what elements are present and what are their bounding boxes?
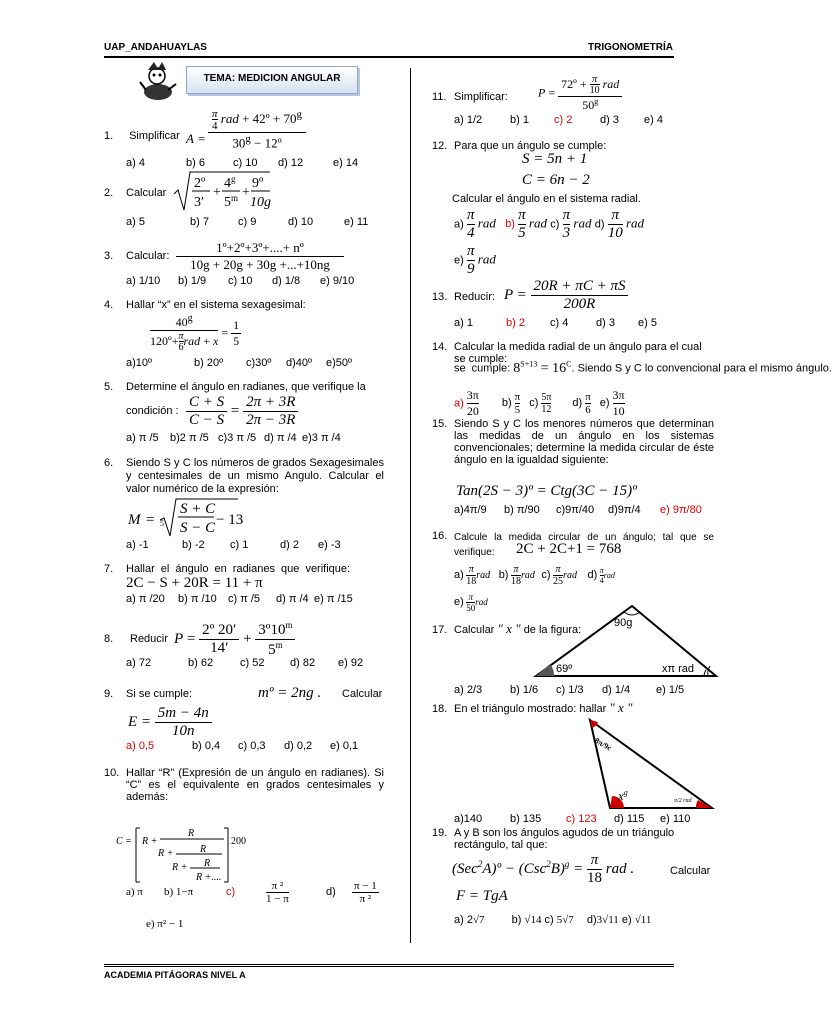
q7-text: Hallar el ángulo en radianes que verifique: [126,563,351,575]
q4-opt-e[interactable]: e)50º [326,357,353,369]
header-rule [104,56,674,58]
q13-options [454,317,657,329]
q2-opt-c[interactable]: c) 9 [238,216,257,228]
q9 [104,688,192,700]
svg-text:R: R [188,828,195,839]
q10-number: 10. [104,767,120,779]
q12-number: 12. [432,140,448,152]
q18-text: En el triángulo mostrado: hallar [454,703,607,715]
q16-number: 16. [432,530,448,542]
q5-text: Determine el ángulo en radianes, que verifique la [126,381,366,393]
q17-text: Calcular [454,624,495,636]
q8-options [126,657,363,669]
q11-opt-c[interactable]: c) 2 [554,114,573,126]
q12-opt-d[interactable]: d) [594,218,605,231]
q4-options [126,357,352,369]
q17-number: 17. [432,624,448,636]
q15-options [454,504,702,516]
footer-text: ACADEMIA PITÁGORAS NIVEL A [104,970,246,980]
q5-formula: $\frac{C + S}{C - S}$ = $\frac{2\pi + 3R}{2\pi - 3R}$ [186,394,298,429]
q14-line2: se cumple: $8^{S+13} = 16^C$. Siendo S y C lo convencional para el mismo ángulo. [454,359,832,376]
q16-equation: 2C + 2C+1 = 768 [516,541,622,557]
q12-text: Para que un ángulo se cumple: [454,140,607,152]
q4 [104,299,306,311]
q12-opt-e[interactable]: e) [454,254,464,267]
q18-opt-c[interactable]: c) 123 [566,813,597,825]
q19-options: a) 2√7 b) √14 c) 5√7 d)3√11 e) √11 [454,914,652,926]
q9-opt-a[interactable]: a) 0,5 [126,740,155,752]
svg-text:200: 200 [231,836,246,847]
q17-opt-a[interactable]: a) 2/3 [454,684,483,696]
q2-options [126,216,368,228]
q1-opt-d[interactable]: d) 12 [278,157,304,169]
q4-opt-d[interactable]: d)40º [286,357,313,369]
q17-opt-e[interactable]: e) 1/5 [656,684,685,696]
q15-opt-b[interactable]: b) π/90 [504,504,540,516]
q9-text2: Calcular [342,688,383,700]
q4-formula: 40$^g$ $120º+\frac{\pi}{6}rad + x$ = $\frac{1}{5}$ [150,313,240,353]
q3-opt-d[interactable]: d) 1/8 [272,275,301,287]
q19-opt-a[interactable]: a) 2 [454,914,473,926]
column-divider [410,68,411,943]
q5-number: 5. [104,381,114,393]
svg-text:8π/9c: 8π/9c [593,735,614,753]
q10-text: Hallar “R” (Expresión de un ángulo en radianes). Si “C” es el equivalente en grados centesimales y además: [126,767,384,803]
svg-text:=: = [146,512,155,528]
q3-opt-c[interactable]: c) 10 [228,275,253,287]
q2-opt-d[interactable]: d) 10 [288,216,314,228]
svg-text:10g: 10g [250,195,271,210]
q15-number: 15. [432,418,448,430]
q13 [432,291,495,303]
q8-opt-a[interactable]: a) 72 [126,657,152,669]
q11-text: Simplificar: [454,91,508,103]
q13-opt-a[interactable]: a) 1 [454,317,473,329]
svg-text:S + C: S + C [180,501,216,517]
q18-number: 18. [432,703,448,715]
q19-text: A y B son los ángulos agudos de un triángulo rectángulo, tal que: [454,827,675,851]
q3-number: 3. [104,250,114,262]
q17-x: " x " [497,621,521,636]
q16-opt-a[interactable]: a) [454,568,464,581]
q1-opt-e[interactable]: e) 14 [333,157,359,169]
q10-opt-d-frac: π − 1 π ² [354,880,377,905]
svg-text:xg: $x^g$ [618,788,628,803]
svg-text:2º: 2º [194,176,206,191]
q7-number: 7. [104,563,114,575]
q16-opt-c[interactable]: c) [541,568,551,581]
q12-opt-b[interactable]: b) [505,218,515,231]
q2-opt-a[interactable]: a) 5 [126,216,145,228]
q1-opt-a[interactable]: a) 4 [126,157,145,169]
q2-formula [172,170,272,212]
q12-opt-c[interactable]: c) [550,218,560,231]
q9-formula: E = $\frac{5m - 4n}{10n}$ [128,705,212,740]
q15-text: Siendo S y C los menores números que determinan las medidas de un ángulo en los sistemas convencionales; determine la medida circular de éste ángulo en la igualdad siguiente: [454,418,714,466]
q19-opt-b[interactable]: b) [511,914,522,926]
q19-opt-d[interactable]: d) [586,914,597,926]
svg-text:R +....: R +.... [196,872,222,883]
q2-number: 2. [104,187,114,199]
q11-formula: P = 72º + $\frac{\pi}{10}$ rad 50$^g$ [538,74,622,113]
q13-opt-c[interactable]: c) 4 [550,317,569,329]
q4-opt-c[interactable]: c)30º [246,357,272,369]
q10-options [126,886,250,898]
q11-number: 11. [432,91,447,103]
q3-numerator: 1º+2º+3º+....+ nº [176,240,344,257]
header-right: TRIGONOMETRÍA [588,42,673,53]
q7-opt-e[interactable]: e) π /15 [314,593,353,605]
q10-opt-c[interactable]: c) [226,886,236,898]
q8-opt-c[interactable]: c) 52 [240,657,265,669]
q19-eq2: F = TgA [456,888,508,904]
q6-number: 6. [104,457,114,469]
q9-opt-c[interactable]: c) 0,3 [238,740,266,752]
q15-equation: Tan(2S − 3)º = Ctg(3C − 15)º [456,483,637,499]
q12-eq1: S = 5n + 1 [522,151,588,167]
q8-opt-e[interactable]: e) 92 [338,657,364,669]
q4-text: Hallar “x” en el sistema sexagesimal: [126,299,306,311]
q1-opt-c[interactable]: c) 10 [233,157,258,169]
q2-text: Calcular [126,187,167,199]
q1 [104,130,180,142]
q10-opt-a[interactable]: a) π [126,886,143,898]
svg-text:C =: C = [116,836,132,847]
q9-number: 9. [104,688,114,700]
q5-text2: condición : [126,405,179,417]
q16-options: a) $\frac{\pi}{18}$ rad b) $\frac{\pi}{18}$ rad c) $\frac{\pi}{25}$ rad d) $\frac{\pi}{4}$ rad [454,564,615,587]
q5 [104,381,366,393]
q5-opt-b[interactable]: b)2 π /5 [170,432,209,444]
q3-text: Calcular: [126,250,170,262]
q16-text: Calcule la medida circular de un ángulo; tal que se verifique: [454,532,714,558]
q12-option-e: e) $\frac{\pi}{9}$ rad [454,243,496,277]
q2-opt-e[interactable]: e) 11 [344,216,369,228]
q4-opt-a[interactable]: a)10º [126,357,153,369]
q17-opt-d[interactable]: d) 1/4 [602,684,631,696]
q11-opt-d[interactable]: d) 3 [600,114,619,126]
q13-formula: P = $\frac{20R + \pi C + \pi S}{200R}$ [504,278,628,313]
q3-options [126,275,354,287]
q13-opt-b[interactable]: b) 2 [506,317,525,329]
q5-opt-e[interactable]: e)3 π /4 [302,432,341,444]
svg-text:5: 5 [160,519,164,528]
q5-options [126,432,341,444]
q9-equation: mº = 2ng . [258,685,322,701]
q19-number: 19. [432,827,448,839]
q6-opt-b[interactable]: b) -2 [182,539,205,551]
q10-opt-c-frac: π ² 1 − π [266,880,289,905]
q7-opt-a[interactable]: a) π /20 [126,593,165,605]
q19-opt-c[interactable]: c) [544,914,554,926]
q13-opt-e[interactable]: e) 5 [638,317,657,329]
q13-text: Reducir: [454,291,495,303]
svg-text:R +: R + [142,836,158,847]
q3-opt-a[interactable]: a) 1/10 [126,275,161,287]
svg-text:+: + [213,185,221,200]
q6-options [126,539,341,551]
q19-opt-e[interactable]: e) [621,914,632,926]
q15-opt-a[interactable]: a)4π/9 [454,504,487,516]
q11 [432,91,508,103]
q14-opt-d[interactable]: d) [572,397,583,410]
svg-text:4g: 4$^g$ [224,174,236,191]
svg-text:3′: 3′ [194,195,205,210]
q17-options [454,684,684,696]
q11-opt-e[interactable]: e) 4 [644,114,663,126]
q6-opt-c[interactable]: c) 1 [230,539,249,551]
q11-opt-a[interactable]: a) 1/2 [454,114,483,126]
q12-text2: Calcular el ángulo en el sistema radial. [452,193,641,205]
q16-opt-e[interactable]: e) [454,595,464,608]
q1-text: Simplificar [129,130,180,142]
q2-opt-b[interactable]: b) 7 [190,216,209,228]
svg-text:R +: R + [172,862,188,873]
q1-options [126,157,358,169]
q6-formula [128,496,248,540]
q10-formula [114,826,264,886]
svg-text:R +: R + [158,848,174,859]
q1-opt-b[interactable]: b) 6 [186,157,205,169]
q11-opt-b[interactable]: b) 1 [510,114,529,126]
q5-opt-c[interactable]: c)3 π /5 [218,432,257,444]
q4-number: 4. [104,299,114,311]
q8-number: 8. [104,633,114,645]
q14-number: 14. [432,341,448,353]
q8-opt-b[interactable]: b) 62 [188,657,214,669]
q18-opt-e[interactable]: e) 110 [660,813,691,825]
q12-eq2: C = 6n − 2 [522,172,590,188]
q15-opt-c[interactable]: c)9π/40 [556,504,595,516]
svg-text:R: R [200,844,207,855]
q3-opt-e[interactable]: e) 9/10 [320,275,355,287]
q14-opt-e[interactable]: e) [599,397,610,410]
mascot-logo-icon [136,60,178,102]
q9-opt-b[interactable]: b) 0,4 [192,740,221,752]
q4-opt-b[interactable]: b) 20º [194,357,224,369]
q6-opt-a[interactable]: a) -1 [126,539,149,551]
q6-opt-e[interactable]: e) -3 [318,539,341,551]
q1-formula: $\frac{\pi}{4}$ rad + 42º + $70^g$ $30^g$ − 12º [208,108,306,151]
footer-rule [104,964,674,969]
q1-eq-label: A = [186,131,206,146]
q9-opt-d[interactable]: d) 0,2 [284,740,313,752]
q7-equation: 2C − S + 20R = 11 + π [126,575,263,591]
q15-opt-e[interactable]: e) 9π/80 [660,504,702,516]
q18-opt-b[interactable]: b) 135 [510,813,542,825]
q17-angle-90: 90g [614,617,633,629]
q14-options: a) $\frac{3\pi}{20}$ b) $\frac{\pi}{5}$ c) $\frac{5\pi}{12}$ d) $\frac{\pi}{6}$ e) $\frac{3\pi}{10}$ [454,388,625,418]
q5-opt-d[interactable]: d) π /4 [264,432,297,444]
q2 [104,187,166,199]
q16-opt-d[interactable]: d) [587,568,598,581]
q13-number: 13. [432,291,448,303]
q12-options: a) $\frac{\pi}{4}$ rad b) $\frac{\pi}{5}$ rad c) $\frac{\pi}{3}$ rad d) $\frac{\pi}{10}$ rad [454,207,645,241]
q3-formula [176,240,344,273]
q14-opt-c[interactable]: c) [529,397,539,410]
topic-banner: TEMA: MEDICION ANGULAR [186,66,358,94]
q19-text2: Calcular [670,865,711,877]
q18-options [454,813,690,825]
q18-opt-d[interactable]: d) 115 [614,813,645,825]
q17-angle-69: 69º [556,663,573,675]
q15-opt-d[interactable]: d)9π/4 [608,504,641,516]
q9-text: Si se cumple: [126,688,193,700]
q7-opt-b[interactable]: b) π /10 [178,593,217,605]
svg-text:9º: 9º [252,176,264,191]
q3-denominator: 10g + 20g + 30g +...+10ng [190,257,330,272]
q6-text: Siendo S y C los números de grados Sexagesimales y centesimales de un mismo Angulo. Calcular el valor numérico de la expresión: [126,457,384,495]
q17-text2: de la figura: [523,624,582,636]
q18-opt-a[interactable]: a)140 [454,813,483,825]
q8 [104,633,168,645]
svg-text:5m: 5$^m$ [224,193,239,210]
q8-text: Reducir [130,633,168,645]
q13-opt-d[interactable]: d) 3 [596,317,615,329]
q14-text2: . Siendo S y C lo convencional para el mismo ángulo. [571,362,832,375]
svg-text:M: M [128,512,141,528]
svg-text:π/2 rad: π/2 rad [674,798,692,804]
q14-text: Calcular la medida radial de un ángulo para el cual se cumple: [454,341,702,365]
q12-opt-a[interactable]: a) [454,218,464,231]
q17-opt-c[interactable]: c) 1/3 [556,684,584,696]
header-left: UAP_ANDAHUAYLAS [104,42,207,53]
svg-text:− 13: − 13 [216,512,244,528]
q18-triangle-figure [582,716,718,812]
q8-formula: P = $\frac{\text{2º 20′}}{14'}$ + $\frac{3º10^m}{5^m}$ [174,620,295,659]
q9-opt-e[interactable]: e) 0,1 [330,740,359,752]
q5-opt-a[interactable]: a) π /5 [126,432,159,444]
q7-opt-d[interactable]: d) π /4 [276,593,309,605]
svg-text:+: + [242,185,250,200]
q6-opt-d[interactable]: d) 2 [280,539,299,551]
q14-opt-a[interactable]: a) [454,397,464,410]
q7-opt-c[interactable]: c) π /5 [228,593,261,605]
svg-text:S − C: S − C [180,520,216,536]
q17-angle-x: xπ rad [662,663,695,675]
q7 [104,563,350,575]
q14-opt-b[interactable]: b) [501,397,512,410]
q17-opt-b[interactable]: b) 1/6 [510,684,539,696]
q18-x: " x " [609,700,633,715]
q10-opt-d[interactable]: d) [326,886,336,898]
q16-option-e: e) $\frac{\pi}{50}$ rad [454,592,488,613]
q10-opt-e[interactable]: e) π² − 1 [146,918,184,930]
q8-opt-d[interactable]: d) 82 [290,657,316,669]
q1-number: 1. [104,130,114,142]
q3 [104,250,169,262]
q16-opt-b[interactable]: b) [498,568,509,581]
q11-options [454,114,663,126]
q9-options [126,740,358,752]
q3-opt-b[interactable]: b) 1/9 [178,275,207,287]
svg-text:R: R [204,858,211,869]
q10-opt-b[interactable]: b) 1−π [164,886,194,898]
q19-formula: (Sec$^2$A)º − $(Csc^2B)^g$ = $\frac{\pi}{18}$ rad . [452,852,635,886]
q7-options [126,593,353,605]
q18 [432,700,633,716]
